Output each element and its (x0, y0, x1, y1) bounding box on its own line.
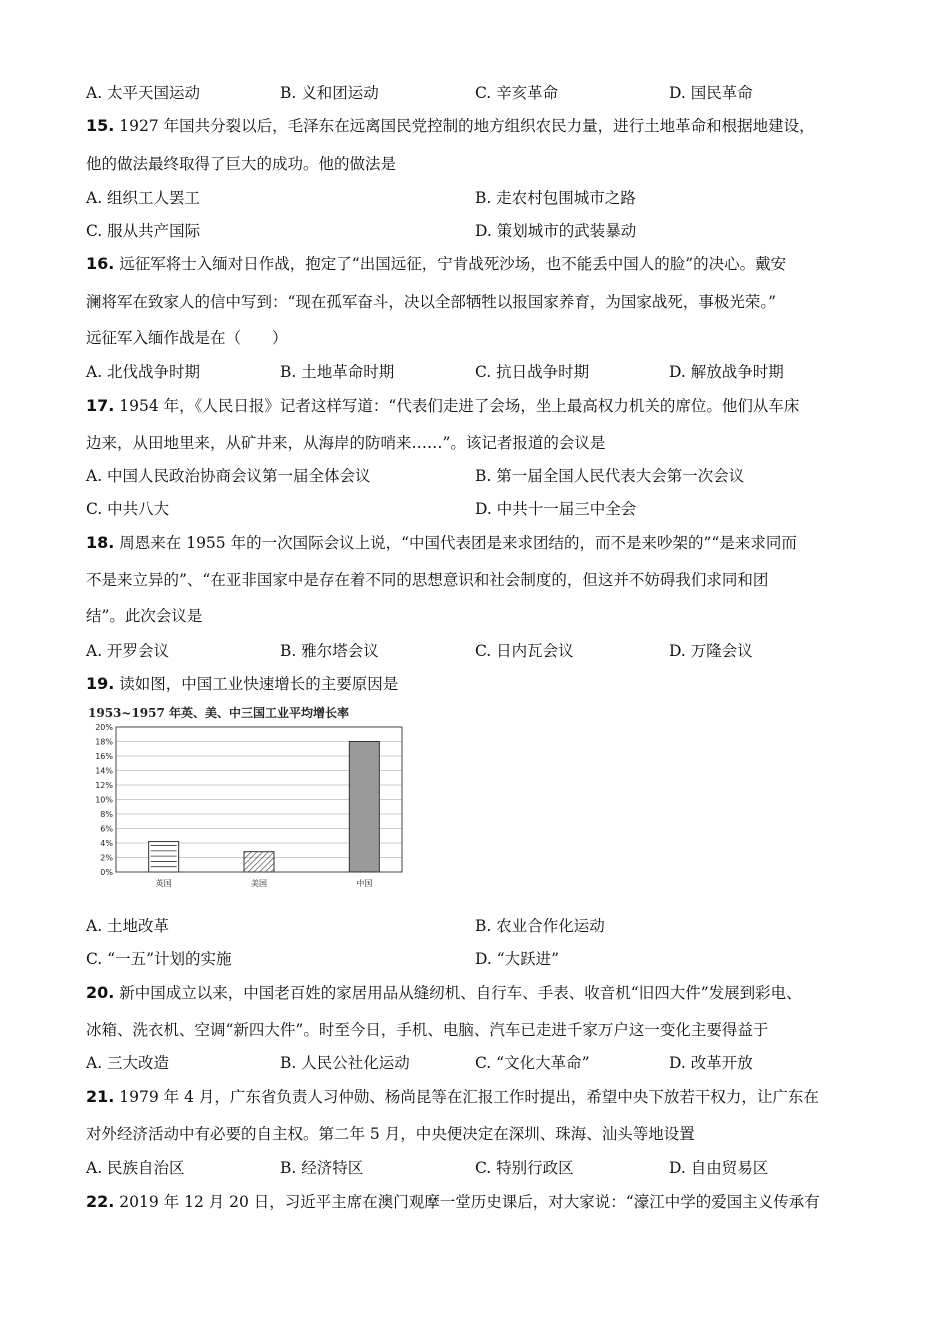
q15-option-b: B. 走农村包围城市之路 (475, 189, 636, 207)
q19-option-b: B. 农业合作化运动 (475, 917, 605, 935)
q16-option-c: C. 抗日战争时期 (475, 363, 590, 381)
q18-stem-line2: 不是来立异的”、“在亚非国家中是存在着不同的思想意识和社会制度的，但这并不妨碍我们求同和团 (86, 571, 769, 589)
q17-number: 17. (86, 396, 115, 415)
q21-option-c: C. 特别行政区 (475, 1159, 574, 1177)
q19-stem-line1 (86, 672, 398, 694)
chart-xtick-label: 中国 (356, 879, 373, 888)
q17-option-c: C. 中共八大 (86, 500, 170, 518)
chart-bar-2 (349, 742, 379, 873)
q17-stem-line2: 边来，从田地里来，从矿井来，从海岸的防哨来……”。该记者报道的会议是 (86, 434, 606, 452)
q21-number: 21. (86, 1087, 115, 1106)
q20-number: 20. (86, 983, 115, 1002)
chart-ytick-label: 2% (100, 853, 113, 863)
chart-ytick-label: 6% (100, 824, 113, 834)
q21-stem-line1 (86, 1085, 819, 1107)
chart-title: 1953~1957 年英、美、中三国工业平均增长率 (88, 706, 350, 720)
q18-option-b: B. 雅尔塔会议 (280, 642, 379, 660)
q22-number: 22. (86, 1192, 115, 1211)
q18-number: 18. (86, 533, 115, 552)
chart-ytick-label: 12% (95, 781, 113, 790)
q16-stem-line2: 澜将军在致家人的信中写到：“现在孤军奋斗，决以全部牺牲以报国家养育，为国家战死，事极光荣。” (86, 293, 777, 311)
chart-xtick-label: 美国 (251, 879, 267, 888)
q17-text1: 1954 年，《人民日报》记者这样写道：“代表们走进了会场，坐上最高权力机关的席位。他们从车床 (119, 397, 800, 415)
chart-ytick-label: 8% (100, 810, 113, 819)
q20-option-a: A. 三大改造 (86, 1054, 170, 1072)
industry-growth-chart (86, 700, 416, 900)
q17-option-b: B. 第一届全国人民代表大会第一次会议 (475, 467, 745, 485)
q21-option-d: D. 自由贸易区 (669, 1159, 769, 1177)
industry-growth-chart-svg (86, 700, 416, 900)
q15-stem-line2: 他的做法最终取得了巨大的成功。他的做法是 (86, 155, 397, 173)
q15-stem-line1 (86, 114, 815, 136)
q20-stem-line2: 冰箱、洗衣机、空调“新四大件”。时至今日，手机、电脑、汽车已走进千家万户这一变化主要得益于 (86, 1021, 769, 1039)
q20-option-c: C. “文化大革命” (475, 1054, 590, 1072)
q15-option-a: A. 组织工人罢工 (86, 189, 201, 207)
q19-option-c: C. “一五”计划的实施 (86, 950, 232, 968)
chart-xtick-label: 英国 (155, 879, 172, 888)
q14-option-d: D. 国民革命 (669, 84, 753, 102)
q16-stem-line3: 远征军入缅作战是在（ ） (86, 329, 288, 347)
q18-option-c: C. 日内瓦会议 (475, 642, 574, 660)
q20-option-d: D. 改革开放 (669, 1054, 753, 1072)
q15-number: 15. (86, 116, 115, 135)
q20-option-b: B. 人民公社化运动 (280, 1054, 410, 1072)
q16-number: 16. (86, 254, 115, 273)
chart-ytick-label: 18% (95, 737, 113, 747)
q16-option-a: A. 北伐战争时期 (86, 363, 201, 381)
q19-option-a: A. 土地改革 (86, 917, 170, 935)
q21-option-b: B. 经济特区 (280, 1159, 364, 1177)
q21-stem-line2: 对外经济活动中有必要的自主权。第二年 5 月，中央便决定在深圳、珠海、汕头等地设置 (86, 1125, 695, 1143)
q16-stem-line1 (86, 252, 786, 274)
q14-option-a: A. 太平天国运动 (86, 84, 201, 102)
chart-bar-0 (149, 842, 179, 872)
chart-ytick-label: 10% (95, 795, 113, 805)
q16-option-d: D. 解放战争时期 (669, 363, 784, 381)
q22-stem-line1 (86, 1190, 820, 1212)
q19-option-d: D. “大跃进” (475, 950, 560, 968)
q19-text1: 读如图，中国工业快速增长的主要原因是 (119, 675, 399, 693)
q17-stem-line1 (86, 394, 799, 416)
q22-text1: 2019 年 12 月 20 日，习近平主席在澳门观摩一堂历史课后，对大家说：“濠江中学的爱国主义传承有 (119, 1193, 820, 1211)
chart-ytick-label: 16% (95, 752, 113, 761)
q20-text1: 新中国成立以来，中国老百姓的家居用品从缝纫机、自行车、手表、收音机“旧四大件”发展到彩电、 (119, 984, 802, 1002)
chart-bar-1 (244, 852, 274, 872)
q18-option-d: D. 万隆会议 (669, 642, 753, 660)
q15-option-c: C. 服从共产国际 (86, 222, 201, 240)
q14-option-c: C. 辛亥革命 (475, 84, 559, 102)
q15-text1: 1927 年国共分裂以后，毛泽东在远离国民党控制的地方组织农民力量，进行土地革命和根据地建设， (119, 117, 815, 135)
chart-ytick-label: 0% (100, 868, 113, 877)
q20-stem-line1 (86, 981, 802, 1003)
q18-option-a: A. 开罗会议 (86, 642, 170, 660)
q17-option-a: A. 中国人民政治协商会议第一届全体会议 (86, 467, 371, 485)
q14-option-b: B. 义和团运动 (280, 84, 379, 102)
q16-text1: 远征军将士入缅对日作战，抱定了“出国远征，宁肯战死沙场，也不能丢中国人的脸”的决心。戴安 (119, 255, 787, 273)
q21-option-a: A. 民族自治区 (86, 1159, 185, 1177)
chart-ytick-label: 4% (100, 839, 113, 848)
q18-stem-line1 (86, 531, 797, 553)
q19-number: 19. (86, 674, 115, 693)
q18-text1: 周恩来在 1955 年的一次国际会议上说，“中国代表团是来求团结的，而不是来吵架的”“是来求同而 (119, 534, 797, 552)
q17-option-d: D. 中共十一届三中全会 (475, 500, 637, 518)
chart-ytick-label: 20% (95, 723, 113, 732)
q21-text1: 1979 年 4 月，广东省负责人习仲勋、杨尚昆等在汇报工作时提出，希望中央下放若干权力，让广东在 (119, 1088, 819, 1106)
q16-option-b: B. 土地革命时期 (280, 363, 395, 381)
q18-stem-line3: 结”。此次会议是 (86, 607, 203, 625)
chart-ytick-label: 14% (95, 766, 113, 776)
q15-option-d: D. 策划城市的武装暴动 (475, 222, 637, 240)
